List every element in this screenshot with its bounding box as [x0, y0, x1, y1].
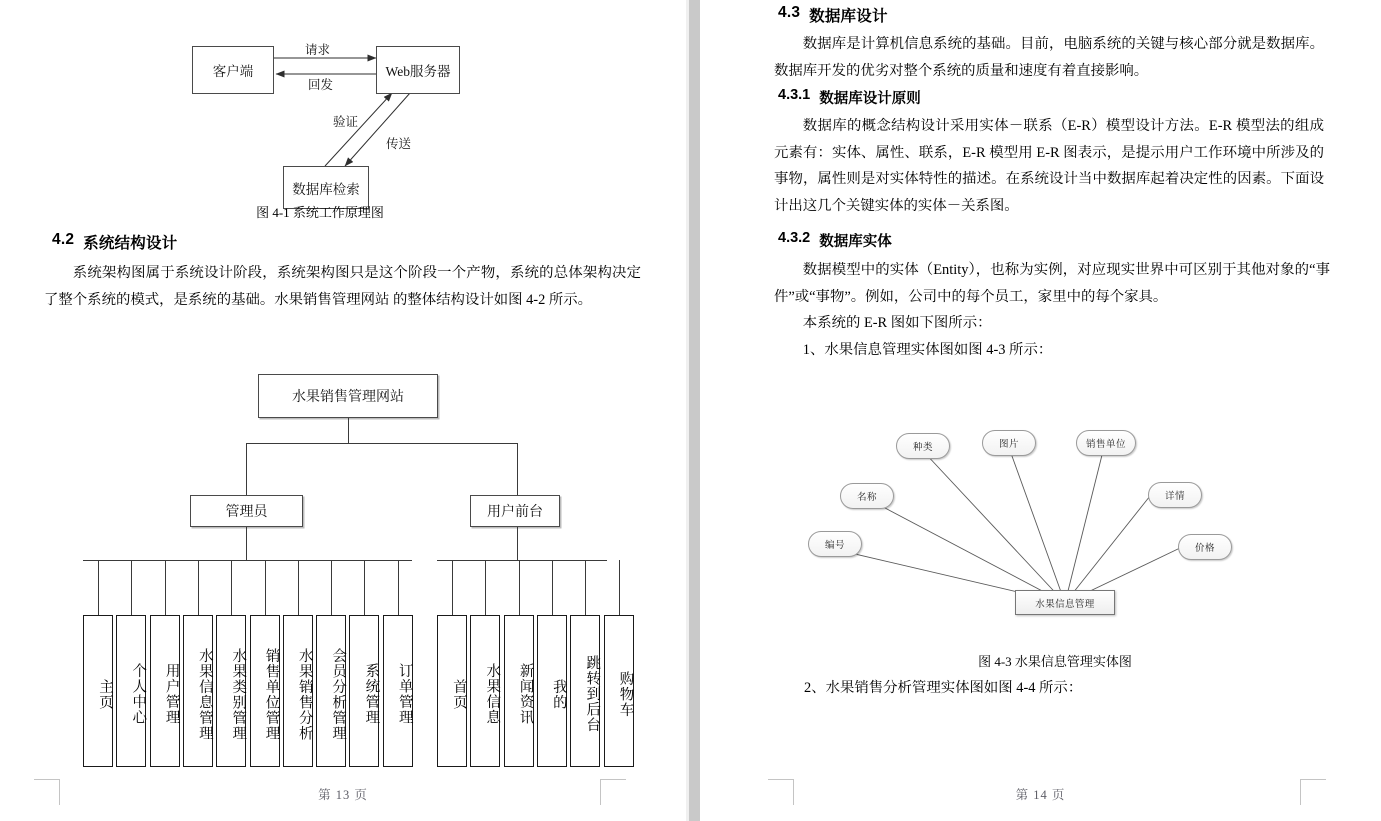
tree-connector-leaf-drop: [198, 560, 199, 615]
section-4-3-heading: [778, 4, 888, 26]
tree-root-label: 水果销售管理网站: [292, 390, 404, 405]
tree-root-node: [258, 374, 438, 418]
tree-leaf-admin-3: [150, 615, 180, 767]
er-attribute-price-label: 价格: [1194, 543, 1215, 554]
er-attribute-price: [1178, 534, 1232, 560]
section-4-3-2-paragraph: 数据模型中的实体（Entity），也称为实例，对应现实世界中可区别于其他对象的“事件”或“事物”。例如，公司中的每个员工，家里中的每个家具。: [774, 262, 1330, 305]
tree-leaf-label: 水果信息: [484, 663, 501, 725]
tree-connector-root-stem: [348, 418, 349, 443]
tree-leaf-admin-8: [316, 615, 346, 767]
tree-leaf-frontend-1: [437, 615, 467, 767]
figure-4-2: [0, 360, 686, 760]
tree-branch-frontend: [470, 495, 560, 527]
tree-connector-leaf-drop: [231, 560, 232, 615]
tree-connector-leaf-drop: [364, 560, 365, 615]
tree-connector-leaf-drop: [298, 560, 299, 615]
page-gutter: [686, 0, 700, 821]
crop-mark-line-h: [600, 779, 626, 780]
er-attribute-number: [808, 531, 862, 557]
figure-4-3: [700, 400, 1381, 640]
tree-leaf-frontend-2: [470, 615, 500, 767]
crop-mark-line-v: [793, 779, 794, 805]
tree-leaf-label: 个人中心: [130, 663, 147, 725]
section-4-3-2-list-item-1: 1、水果信息管理实体图如图 4-3 所示：: [802, 342, 1053, 358]
tree-leaf-admin-1: [83, 615, 113, 767]
tree-connector-leaf-drop: [485, 560, 486, 615]
tree-connector-leaf-drop: [165, 560, 166, 615]
tree-leaf-label: 水果类别管理: [230, 647, 247, 741]
er-attribute-category: [896, 433, 950, 459]
crop-mark-bottom-left: [34, 779, 60, 805]
tree-connector-leaf-drop: [265, 560, 266, 615]
tree-connector-frontend-stem: [517, 443, 518, 495]
tree-connector-leaf-drop: [519, 560, 520, 615]
section-4-3-1-title: 数据库设计原则: [819, 91, 921, 107]
flow-edge-label-verify: 验证: [333, 115, 359, 129]
section-4-3-title: 数据库设计: [809, 8, 888, 25]
crop-mark-line-v: [59, 779, 60, 805]
tree-connector-leaf-drop: [552, 560, 553, 615]
tree-connector-leaf-drop: [585, 560, 586, 615]
section-4-3-2-list-item-2: 2、水果销售分析管理实体图如图 4-4 所示：: [804, 680, 1083, 696]
figure-4-1: [0, 8, 686, 213]
er-attribute-sales-unit: [1076, 430, 1136, 456]
page-left-footer: 第 13 页: [318, 788, 368, 802]
er-attribute-detail-label: 详情: [1164, 491, 1185, 502]
flow-node-web-server-label: Web服务器: [385, 64, 451, 79]
er-attribute-name: [840, 483, 894, 509]
crop-mark-bottom-left: [768, 779, 794, 805]
tree-leaf-label: 系统管理: [363, 663, 380, 725]
er-attribute-image-label: 图片: [998, 439, 1019, 450]
tree-leaf-label: 跳转到后台: [584, 655, 601, 733]
crop-mark-line-h: [34, 779, 60, 780]
er-attribute-image: [982, 430, 1036, 456]
tree-branch-admin: [190, 495, 303, 527]
page-right: [700, 0, 1381, 821]
section-4-3-1-heading: [778, 87, 921, 108]
figure-4-3-caption: 图 4-3 水果信息管理实体图: [978, 654, 1132, 669]
page-left: [0, 0, 686, 821]
flow-node-web-server: [376, 46, 460, 94]
tree-connector-leaf-drop: [452, 560, 453, 615]
crop-mark-line-h: [1300, 779, 1326, 780]
tree-leaf-admin-6: [250, 615, 280, 767]
er-attribute-number-label: 编号: [824, 540, 845, 551]
tree-connector-admin-leaf-bus: [83, 560, 412, 561]
flow-edge-label-transmit: 传送: [386, 137, 412, 151]
section-4-2-number: 4.2: [52, 231, 75, 248]
tree-connector-admin-stem: [246, 443, 247, 495]
tree-connector-leaf-drop: [331, 560, 332, 615]
section-4-3-1-paragraph: 数据库的概念结构设计采用实体－联系（E-R）模型设计方法。E-R 模型法的组成元素有：实体、属性、联系，E-R 模型用 E-R 图表示，是提示用户工作环境中所涉及的事物，属性则是对实体特性的描述。在系统设计当中数据库起着决定性的因素。下面设计出这几个关键实体的实体－关系图。: [774, 118, 1324, 214]
tree-leaf-label: 首页: [451, 678, 467, 710]
tree-leaf-frontend-5: [570, 615, 600, 767]
tree-leaf-label: 订单管理: [396, 663, 413, 725]
figure-4-1-caption: 图 4-1 系统工作原理图: [256, 205, 384, 220]
tree-leaf-label: 水果信息管理: [196, 647, 213, 741]
er-attribute-detail: [1148, 482, 1202, 508]
tree-leaf-admin-10: [383, 615, 413, 767]
section-4-3-2-title: 数据库实体: [819, 234, 892, 250]
tree-leaf-frontend-4: [537, 615, 567, 767]
tree-connector-frontend-leaf-bus: [437, 560, 607, 561]
flow-edge-label-request: 请求: [305, 43, 331, 57]
tree-connector-frontend-to-bus: [517, 527, 518, 560]
tree-connector-level1-bus: [246, 443, 518, 444]
tree-leaf-label: 销售单位管理: [263, 647, 280, 741]
crop-mark-bottom-right: [1300, 779, 1326, 805]
crop-mark-line-h: [768, 779, 794, 780]
tree-leaf-admin-4: [183, 615, 213, 767]
tree-connector-leaf-drop: [98, 560, 99, 615]
flow-node-client-label: 客户端: [212, 64, 254, 79]
tree-leaf-admin-2: [116, 615, 146, 767]
tree-leaf-label: 新闻资讯: [517, 663, 534, 725]
tree-branch-frontend-label: 用户前台: [487, 505, 543, 520]
flow-edge-label-reply: 回发: [308, 78, 334, 92]
tree-leaf-frontend-6: [604, 615, 634, 767]
tree-leaf-admin-9: [349, 615, 379, 767]
crop-mark-line-v: [1300, 779, 1301, 805]
er-attribute-name-label: 名称: [856, 492, 877, 503]
section-4-3-2-line-er: 本系统的 E-R 图如下图所示：: [802, 315, 992, 331]
tree-leaf-label: 购物车: [617, 670, 634, 718]
tree-leaf-label: 会员分析管理: [330, 647, 347, 741]
tree-leaf-admin-5: [216, 615, 246, 767]
tree-leaf-frontend-3: [504, 615, 534, 767]
section-4-2-heading: [52, 231, 177, 253]
tree-leaf-label: 用户管理: [163, 663, 180, 725]
tree-connector-leaf-drop: [619, 560, 620, 615]
flow-node-client: [192, 46, 274, 94]
section-4-2-paragraph: 系统架构图属于系统设计阶段，系统架构图只是这个阶段一个产物，系统的总体架构决定了整个系统的模式，是系统的基础。水果销售管理网站 的整体结构设计如图 4-2 所示。: [44, 265, 641, 308]
tree-connector-admin-to-bus: [246, 527, 247, 560]
crop-mark-bottom-right: [600, 779, 626, 805]
tree-branch-admin-label: 管理员: [225, 505, 268, 520]
tree-leaf-label: 我的: [550, 678, 567, 710]
page-right-footer: 第 14 页: [1015, 788, 1066, 802]
section-4-3-2-number: 4.3.2: [778, 230, 811, 246]
er-entity-label: 水果信息管理: [1035, 598, 1095, 610]
tree-connector-leaf-drop: [398, 560, 399, 615]
flow-node-db-search-label: 数据库检索: [292, 181, 360, 197]
section-4-3-1-number: 4.3.1: [778, 87, 811, 103]
er-attribute-category-label: 种类: [912, 442, 933, 453]
section-4-3-number: 4.3: [778, 4, 801, 21]
section-4-3-2-heading: [778, 230, 892, 251]
er-attribute-sales-unit-label: 销售单位: [1085, 439, 1126, 450]
crop-mark-line-v: [600, 779, 601, 805]
tree-leaf-label: 主页: [97, 678, 113, 710]
tree-leaf-label: 水果销售分析: [296, 647, 313, 741]
tree-connector-leaf-drop: [131, 560, 132, 615]
section-4-2-title: 系统结构设计: [83, 235, 178, 252]
er-entity-fruit-info-management: [1015, 590, 1115, 615]
section-4-3-paragraph: 数据库是计算机信息系统的基础。目前，电脑系统的关键与核心部分就是数据库。数据库开发的优劣对整个系统的质量和速度有着直接影响。: [774, 36, 1324, 79]
tree-leaf-admin-7: [283, 615, 313, 767]
